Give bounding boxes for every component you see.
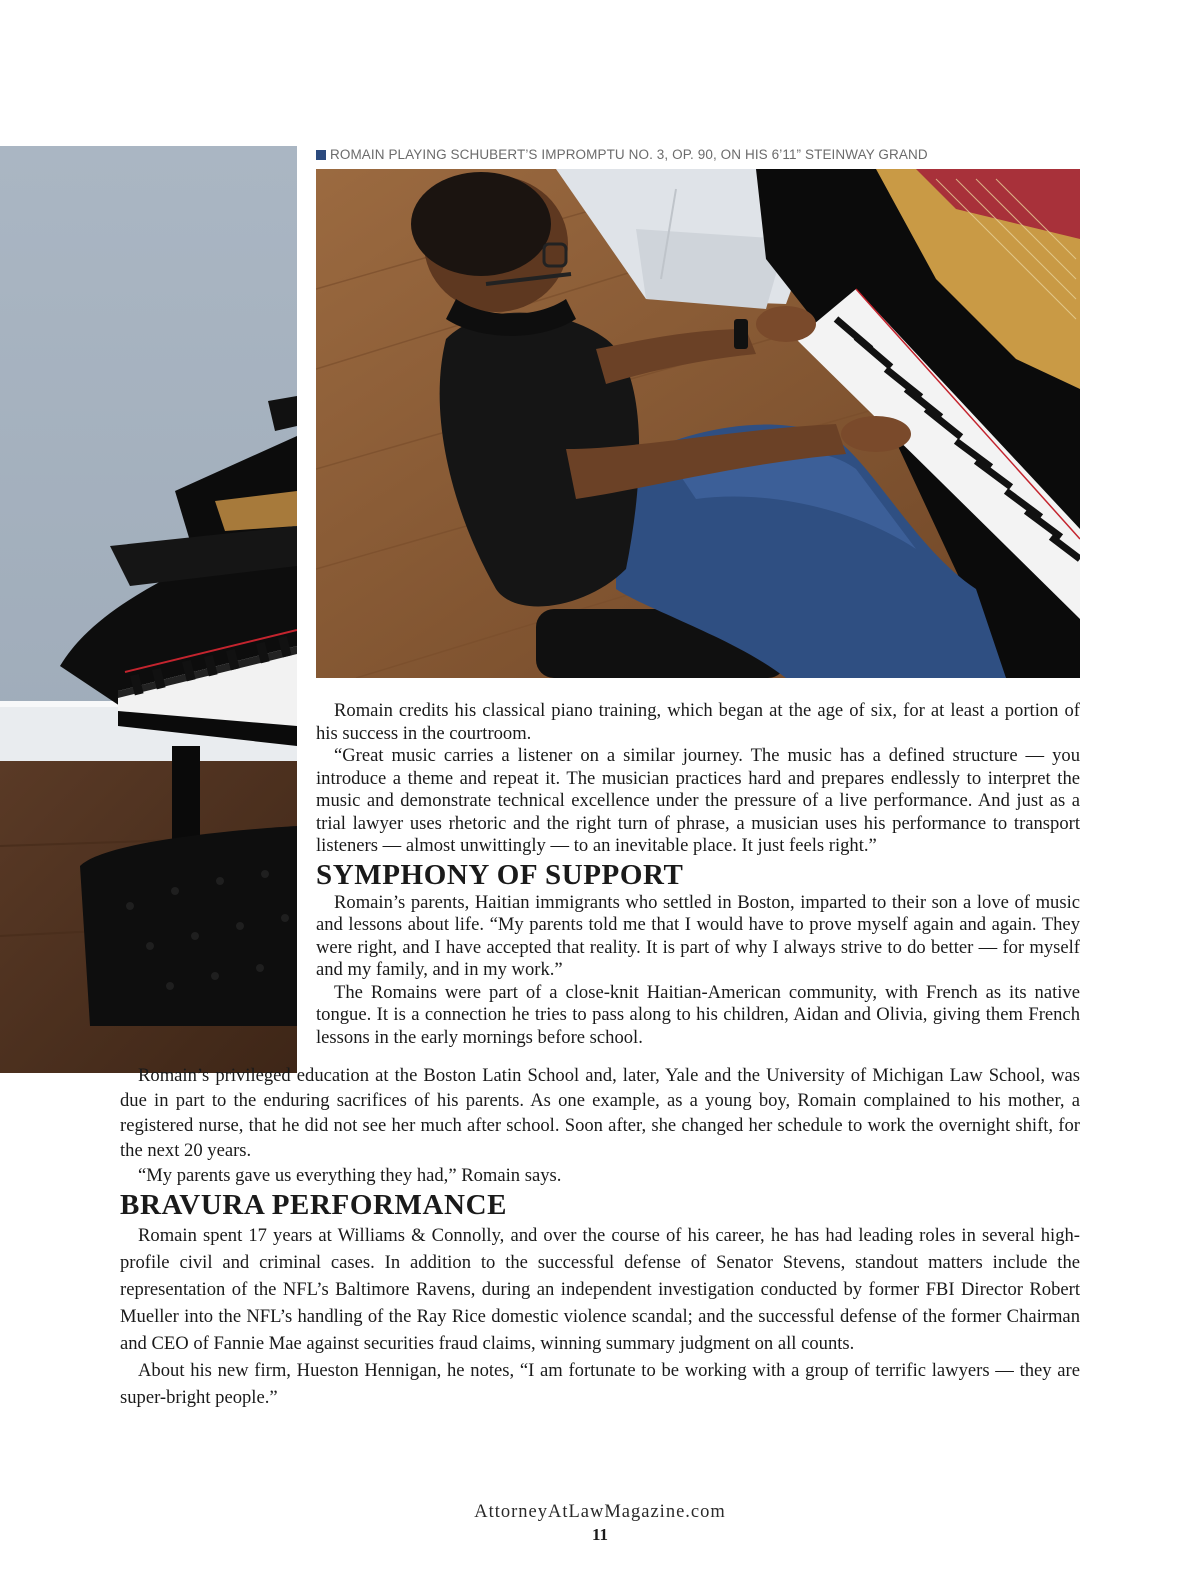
pianist-illustration: [316, 169, 1080, 678]
article-wide-column: [120, 1063, 1080, 1411]
footer-site-name: AttorneyAtLawMagazine.com: [474, 1502, 726, 1522]
section-heading-symphony: SYMPHONY OF SUPPORT: [316, 858, 684, 891]
intro-paragraph-1: Romain credits his classical piano training, which began at the age of six, for at least a portion of his success in the courtroom.: [316, 700, 1080, 744]
caption-text: ROMAIN PLAYING SCHUBERT’S IMPROMPTU NO. 3, OP. 90, ON HIS 6’11” STEINWAY GRAND: [330, 147, 928, 162]
page-footer: [0, 1502, 1200, 1545]
symphony-paragraph-2: The Romains were part of a close-knit Haitian-American community, with French as its native tongue. It is a connection he tries to pass along to his children, Aidan and Olivia, giving them French lessons in the early mornings before school.: [316, 981, 1080, 1048]
piano-side-illustration: [0, 146, 297, 1073]
bravura-paragraph-1: Romain spent 17 years at Williams & Connolly, and over the course of his career, he has had leading roles in several high-profile civil and criminal cases. In addition to the successful defense of Senator Stevens, standout matters include the representation of the NFL’s Baltimore Ravens, during an independent investigation conducted by former FBI Director Robert Mueller into the NFL’s handling of the Ray Rice domestic violence scandal; and the successful defense of the former Chairman and CEO of Fannie Mae against securities fraud claims, winning summary judgment on all counts.: [120, 1225, 1080, 1354]
bravura-paragraph-2: About his new firm, Hueston Hennigan, he notes, “I am fortunate to be working with a group of terrific lawyers — they are super-bright people.”: [120, 1360, 1080, 1408]
section-heading-bravura: BRAVURA PERFORMANCE: [120, 1189, 508, 1221]
article-narrow-column: [316, 700, 1080, 1049]
symphony-paragraph-4: “My parents gave us everything they had,” Romain says.: [138, 1165, 562, 1186]
photo-caption: [316, 147, 1080, 162]
piano-side-photo: [0, 146, 297, 1073]
caption-marker: [316, 150, 326, 160]
pianist-photo: [316, 169, 1080, 678]
symphony-paragraph-1: Romain’s parents, Haitian immigrants who settled in Boston, imparted to their son a love of music and lessons about life. “My parents told me that I would have to prove myself again and again. They were right, and I have accepted that reality. It is part of why I always strive to do better — for myself and my family, and in my work.”: [316, 891, 1080, 980]
page-number: 11: [591, 1525, 609, 1544]
symphony-paragraph-3: Romain’s privileged education at the Boston Latin School and, later, Yale and the University of Michigan Law School, was due in part to the enduring sacrifices of his parents. As one example, as a young boy, Romain complained to his mother, a registered nurse, that he did not see her much after school. Soon after, she changed her schedule to work the overnight shift, for the next 20 years.: [120, 1065, 1080, 1161]
intro-paragraph-2: “Great music carries a listener on a similar journey. The music has a defined structure — you introduce a theme and repeat it. The musician practices hard and prepares endlessly to interpret the music and demonstrate technical excellence under the pressure of a live performance. And just as a trial lawyer uses rhetoric and the right turn of phrase, a musician uses his performance to transport listeners — almost unwittingly — to an inevitable place. It just feels right.”: [316, 745, 1080, 856]
